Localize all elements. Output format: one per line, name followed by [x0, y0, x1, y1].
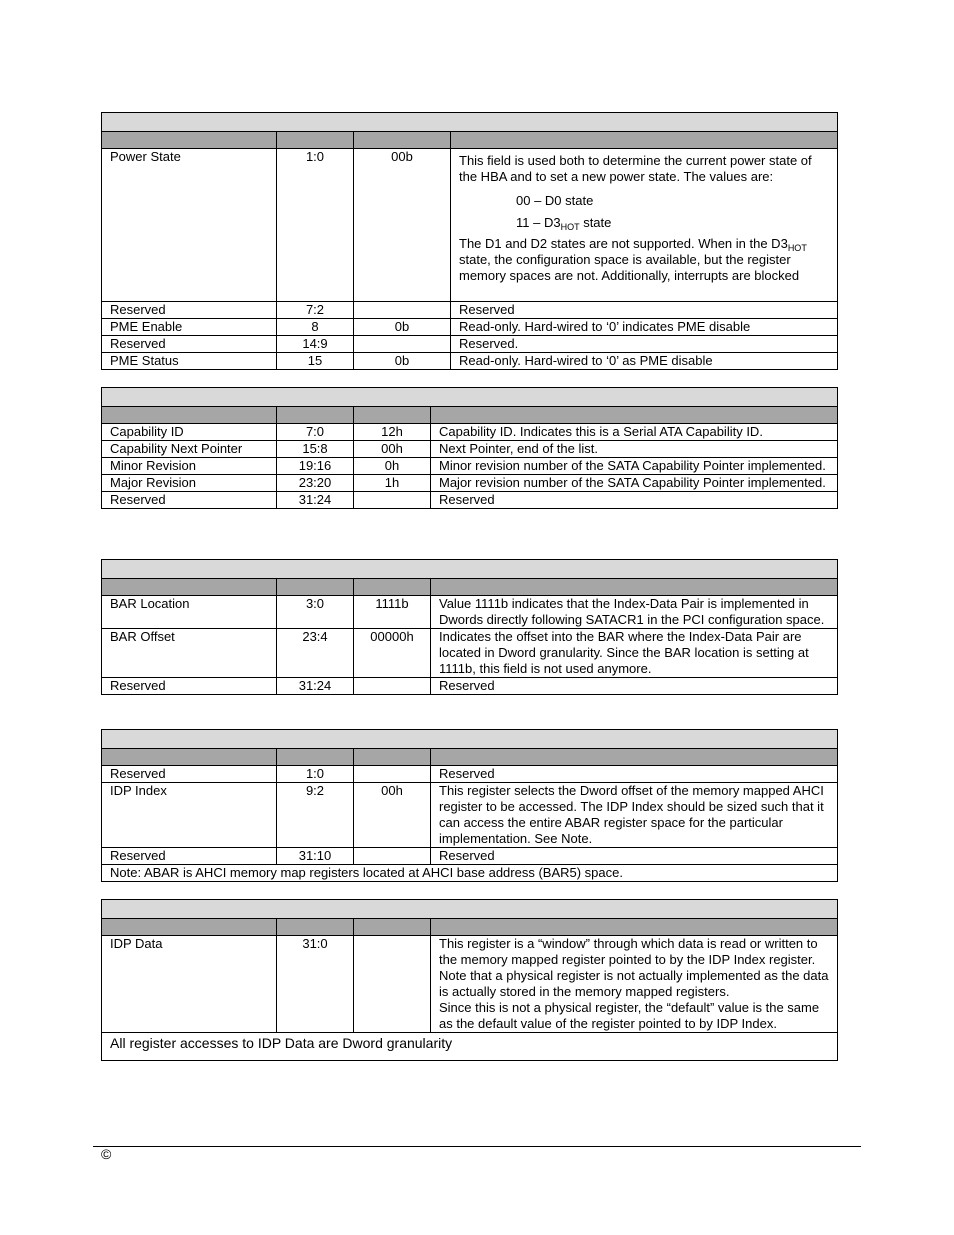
idp-index-register-table [101, 729, 838, 882]
field-bits: 15:8 [277, 441, 354, 458]
table-title-bar [102, 388, 838, 407]
field-default: 1h [354, 475, 431, 492]
field-name: Capability Next Pointer [102, 441, 277, 458]
power-state-intro: This field is used both to determine the current power state of the HBA and to set a new power state. The values are: [459, 153, 812, 184]
field-name: Reserved [102, 766, 277, 783]
field-description [451, 149, 838, 302]
table-row [102, 629, 838, 678]
table-row [102, 766, 838, 783]
bar-register-table [101, 559, 838, 695]
field-description: Minor revision number of the SATA Capability Pointer implemented. [431, 458, 838, 475]
field-default: 00000h [354, 629, 431, 678]
field-name: Reserved [102, 336, 277, 353]
table-row [102, 149, 838, 302]
field-bits: 31:10 [277, 848, 354, 865]
field-description: This register selects the Dword offset of the memory mapped AHCI register to be accessed. The IDP Index should be sized such that it can access the entire ABAR register space for the particular implementation. See Note. [431, 783, 838, 848]
field-name: Minor Revision [102, 458, 277, 475]
field-description: Reserved [431, 678, 838, 695]
field-name: Power State [102, 149, 277, 302]
field-description: Reserved. [451, 336, 838, 353]
table-header-row [102, 407, 838, 424]
field-description: Reserved [431, 848, 838, 865]
table-header-row [102, 579, 838, 596]
table-row [102, 678, 838, 695]
copyright-symbol: © [101, 1146, 112, 1162]
field-name: Major Revision [102, 475, 277, 492]
table-note-row [102, 1033, 838, 1061]
power-state-value-d0: 00 – D0 state [516, 193, 594, 208]
field-bits: 31:0 [277, 936, 354, 1033]
idp-data-desc-para1: This register is a “window” through which data is read or written to the memory mapped register pointed to by the IDP Index register. Note that a physical register is not actually implemented as the data is actually stored in the memory mapped registers. [439, 936, 829, 999]
idp-data-desc-para2: Since this is not a physical register, the “default” value is the same as the default value of the register pointed to by IDP Index. [439, 1000, 820, 1031]
field-default [354, 766, 431, 783]
table-row [102, 936, 838, 1033]
table-row [102, 302, 838, 319]
field-description: Major revision number of the SATA Capability Pointer implemented. [431, 475, 838, 492]
field-bits: 3:0 [277, 596, 354, 629]
field-bits: 31:24 [277, 492, 354, 509]
field-bits: 1:0 [277, 149, 354, 302]
field-default: 1111b [354, 596, 431, 629]
table-row [102, 458, 838, 475]
field-name: Reserved [102, 492, 277, 509]
field-name: Reserved [102, 302, 277, 319]
table-row [102, 441, 838, 458]
field-default [354, 936, 431, 1033]
field-description [431, 936, 838, 1033]
table-row [102, 353, 838, 370]
field-bits: 14:9 [277, 336, 354, 353]
table-note-row [102, 865, 838, 882]
table-note: Note: ABAR is AHCI memory map registers located at AHCI base address (BAR5) space. [102, 865, 838, 882]
pmcs-register-table [101, 112, 838, 370]
field-description: Read-only. Hard-wired to ‘0’ as PME disable [451, 353, 838, 370]
idp-data-register-table [101, 899, 838, 1061]
field-name: BAR Offset [102, 629, 277, 678]
table-row [102, 848, 838, 865]
field-default: 0h [354, 458, 431, 475]
field-default [354, 492, 431, 509]
field-name: BAR Location [102, 596, 277, 629]
table-row [102, 783, 838, 848]
field-name: IDP Index [102, 783, 277, 848]
footer-divider [93, 1146, 861, 1147]
field-description: Read-only. Hard-wired to ‘0’ indicates PME disable [451, 319, 838, 336]
field-default: 0b [354, 353, 451, 370]
field-name: PME Status [102, 353, 277, 370]
field-default: 00h [354, 441, 431, 458]
field-name: Capability ID [102, 424, 277, 441]
table-header-row [102, 132, 838, 149]
field-bits: 15 [277, 353, 354, 370]
field-default [354, 302, 451, 319]
table-title-bar [102, 730, 838, 749]
field-bits: 7:0 [277, 424, 354, 441]
field-default: 12h [354, 424, 431, 441]
table-row [102, 475, 838, 492]
table-note: All register accesses to IDP Data are Dword granularity [102, 1033, 838, 1061]
field-bits: 1:0 [277, 766, 354, 783]
table-row [102, 596, 838, 629]
table-row [102, 336, 838, 353]
table-title-bar [102, 560, 838, 579]
field-bits: 23:20 [277, 475, 354, 492]
field-name: Reserved [102, 678, 277, 695]
field-bits: 8 [277, 319, 354, 336]
field-description: Reserved [451, 302, 838, 319]
power-state-note: The D1 and D2 states are not supported. When in the $D3_{HOT}$ state, the configuration space is available, but the register memory spaces are not. Additionally, interrupts are blocked [459, 236, 807, 283]
field-bits: 23:4 [277, 629, 354, 678]
field-bits: 19:16 [277, 458, 354, 475]
table-title-bar [102, 900, 838, 919]
field-bits: 31:24 [277, 678, 354, 695]
field-default: 00h [354, 783, 431, 848]
field-default [354, 336, 451, 353]
table-title-bar [102, 113, 838, 132]
field-description: Reserved [431, 492, 838, 509]
table-row [102, 424, 838, 441]
table-row [102, 492, 838, 509]
field-default [354, 848, 431, 865]
power-state-value-d3: $11 - D3_{HOT}$ state [516, 215, 612, 232]
field-default: 00b [354, 149, 451, 302]
table-header-row [102, 919, 838, 936]
field-description: Reserved [431, 766, 838, 783]
field-description: Indicates the offset into the BAR where the Index-Data Pair are located in Dword granularity. Since the BAR location is setting at 1111b, this field is not used anymore. [431, 629, 838, 678]
field-name: PME Enable [102, 319, 277, 336]
field-description: Value 1111b indicates that the Index-Data Pair is implemented in Dwords directly following SATACR1 in the PCI configuration space. [431, 596, 838, 629]
table-row [102, 319, 838, 336]
field-name: Reserved [102, 848, 277, 865]
field-bits: 9:2 [277, 783, 354, 848]
satacr-register-table [101, 387, 838, 509]
field-default [354, 678, 431, 695]
table-header-row [102, 749, 838, 766]
field-description: Capability ID. Indicates this is a Serial ATA Capability ID. [431, 424, 838, 441]
field-bits: 7:2 [277, 302, 354, 319]
field-default: 0b [354, 319, 451, 336]
field-name: IDP Data [102, 936, 277, 1033]
field-description: Next Pointer, end of the list. [431, 441, 838, 458]
